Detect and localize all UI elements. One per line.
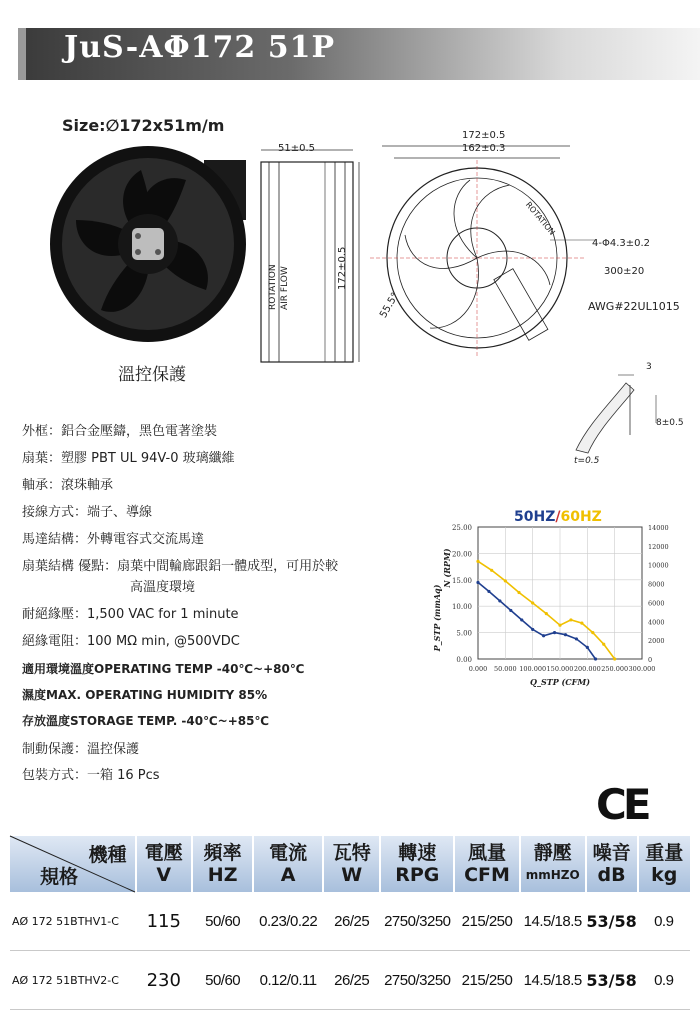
cell-watt: 26/25 bbox=[323, 951, 380, 1010]
spec-bearing: 軸承：滾珠軸承 bbox=[22, 478, 114, 493]
header-accent bbox=[18, 28, 26, 80]
table-row bbox=[10, 892, 690, 951]
wire-spec: AWG#22UL1015 bbox=[588, 300, 680, 313]
chart-point-60hz bbox=[490, 569, 493, 572]
chart-point-60hz bbox=[569, 618, 572, 621]
chart-point-50hz bbox=[520, 618, 523, 621]
cell-airflow: 215/250 bbox=[454, 892, 520, 951]
chart-y2-tick: 0 bbox=[648, 656, 653, 664]
spec-operating-temp: 適用環境溫度OPERATING TEMP -40℃~+80℃ bbox=[22, 662, 305, 676]
cell-weight: 0.9 bbox=[638, 951, 690, 1010]
temp-control-caption: 溫控保護 bbox=[118, 365, 186, 385]
chart-point-60hz bbox=[558, 624, 561, 627]
chart-x-tick: 50.000 bbox=[493, 665, 517, 673]
chart-point-60hz bbox=[531, 601, 534, 604]
spec-connection: 接線方式：端子、導線 bbox=[22, 505, 153, 520]
chart-point-50hz bbox=[487, 590, 490, 593]
front-outer-dim: 172±0.5 bbox=[462, 130, 506, 141]
cell-current: 0.23/0.22 bbox=[253, 892, 323, 951]
cell-watt: 26/25 bbox=[323, 892, 380, 951]
header-airflow: 風量 CFM bbox=[454, 836, 520, 892]
chart-point-60hz bbox=[591, 631, 594, 634]
spec-motor: 馬達結構：外轉電容式交流馬達 bbox=[22, 532, 205, 547]
cell-voltage: 230 bbox=[136, 951, 192, 1010]
chart-point-50hz bbox=[575, 637, 578, 640]
side-height-dim: 172±0.5 bbox=[337, 246, 348, 290]
spec-structure-cont: 高溫度環境 bbox=[130, 580, 196, 595]
ce-mark: CE bbox=[596, 780, 648, 829]
chart-title-60hz: 60HZ bbox=[560, 509, 602, 525]
chart-x-tick: 250.000 bbox=[601, 665, 629, 673]
chart-point-60hz bbox=[613, 657, 616, 660]
cell-weight: 0.9 bbox=[638, 892, 690, 951]
chart-point-50hz bbox=[476, 581, 479, 584]
cell-speed: 2750/3250 bbox=[380, 951, 454, 1010]
spec-dielectric: 耐絕緣壓：1,500 VAC for 1 minute bbox=[22, 607, 239, 622]
chart-point-50hz bbox=[564, 633, 567, 636]
size-label: Size:∅172x51m/m bbox=[62, 116, 225, 135]
header-pressure: 靜壓 mmHZO bbox=[520, 836, 586, 892]
lead-length-dim: 300±20 bbox=[604, 266, 645, 277]
header-weight: 重量 kg bbox=[638, 836, 690, 892]
chart-x-label: Q_STP (CFM) bbox=[530, 677, 590, 687]
header-watt: 瓦特 W bbox=[323, 836, 380, 892]
front-rotation-label: ROTATION bbox=[523, 200, 557, 237]
chart-x-tick: 0.000 bbox=[468, 665, 488, 673]
fan-photo bbox=[46, 140, 256, 350]
cell-pressure: 14.5/18.5 bbox=[520, 892, 586, 951]
front-view-drawing bbox=[370, 140, 600, 370]
chart-point-50hz bbox=[509, 609, 512, 612]
chart-title-50hz: 50HZ bbox=[514, 509, 556, 525]
airflow-label: AIR FLOW bbox=[280, 266, 290, 310]
chart-x-tick: 100.000 bbox=[519, 665, 547, 673]
front-inner-dim: 162±0.3 bbox=[462, 143, 506, 154]
chart-x-tick: 150.000 bbox=[546, 665, 574, 673]
chart-y2-label: N (RPM) bbox=[442, 548, 452, 588]
header-voltage: 電壓 V bbox=[136, 836, 192, 892]
chart-point-60hz bbox=[476, 560, 479, 563]
chart-point-60hz bbox=[602, 643, 605, 646]
chart-y-tick: 25.00 bbox=[451, 524, 472, 532]
header-speed: 轉速 RPG bbox=[380, 836, 454, 892]
chart-title-sep: / bbox=[555, 509, 561, 525]
chart-y2-tick: 10000 bbox=[648, 561, 669, 570]
header-model-top: 機種 bbox=[88, 844, 127, 866]
blade-detail-drawing bbox=[568, 355, 688, 465]
chart-y2-tick: 14000 bbox=[648, 524, 669, 532]
chart-point-60hz bbox=[517, 591, 520, 594]
pq-curve-chart bbox=[418, 505, 690, 687]
table-header-row bbox=[10, 836, 690, 892]
chart-point-60hz bbox=[580, 621, 583, 624]
hole-dim: 4-Φ4.3±0.2 bbox=[592, 238, 651, 249]
chart-point-50hz bbox=[531, 628, 534, 631]
chart-y-tick: 5.00 bbox=[456, 629, 472, 638]
chart-y2-tick: 4000 bbox=[648, 618, 665, 627]
spec-packing: 包裝方式：一箱 16 Pcs bbox=[22, 768, 160, 783]
spec-table bbox=[10, 836, 690, 1010]
detail-8-dim: 8±0.5 bbox=[656, 418, 684, 428]
side-width-dim: 51±0.5 bbox=[278, 143, 316, 154]
chart-point-60hz bbox=[545, 612, 548, 615]
chart-point-50hz bbox=[542, 634, 545, 637]
angle-dim: 55.5° bbox=[378, 290, 402, 321]
spec-structure: 扇葉結構 優點：扇葉中間輪廊跟鋁一體成型，可用於較 bbox=[22, 559, 339, 574]
chart-point-50hz bbox=[498, 599, 501, 602]
spec-insulation: 絕緣電阻：100 MΩ min, @500VDC bbox=[22, 634, 240, 649]
fan-hub-label bbox=[132, 228, 164, 260]
cell-model: AØ 172 51BTHV1-C bbox=[10, 892, 136, 951]
chart-y-label: P_STP (mmAq) bbox=[432, 584, 442, 652]
cell-speed: 2750/3250 bbox=[380, 892, 454, 951]
chart-y-tick: 20.00 bbox=[451, 550, 472, 559]
cell-frequency: 50/60 bbox=[192, 951, 253, 1010]
page-title: JuS-AΦ172 51P bbox=[64, 30, 336, 65]
chart-y2-tick: 8000 bbox=[648, 580, 665, 589]
chart-y2-tick: 2000 bbox=[648, 637, 665, 646]
chart-x-tick: 200.000 bbox=[573, 665, 601, 673]
header-noise: 噪音 dB bbox=[586, 836, 638, 892]
cell-current: 0.12/0.11 bbox=[253, 951, 323, 1010]
chart-point-60hz bbox=[504, 579, 507, 582]
chart-point-50hz bbox=[594, 657, 597, 660]
cell-model: AØ 172 51BTHV2-C bbox=[10, 951, 136, 1010]
cell-airflow: 215/250 bbox=[454, 951, 520, 1010]
cell-frequency: 50/60 bbox=[192, 892, 253, 951]
chart-x-tick: 300.000 bbox=[628, 665, 656, 673]
side-view-drawing bbox=[255, 138, 365, 368]
spec-storage-temp: 存放溫度STORAGE TEMP. -40℃~+85℃ bbox=[22, 714, 269, 728]
cell-voltage: 115 bbox=[136, 892, 192, 951]
rotation-label: ROTATION bbox=[268, 264, 278, 310]
header-model-bottom: 規格 bbox=[40, 866, 79, 888]
chart-point-50hz bbox=[586, 646, 589, 649]
cell-noise: 53/58 bbox=[586, 892, 638, 951]
header-current: 電流 A bbox=[253, 836, 323, 892]
spec-protection: 制動保護：溫控保護 bbox=[22, 742, 140, 757]
table-row bbox=[10, 951, 690, 1010]
spec-blade: 扇葉：塑膠 PBT UL 94V-0 玻璃纖維 bbox=[22, 451, 235, 466]
chart-y2-tick: 12000 bbox=[648, 542, 669, 551]
header-model bbox=[10, 836, 136, 892]
cell-noise: 53/58 bbox=[586, 951, 638, 1010]
chart-y-tick: 15.00 bbox=[451, 576, 472, 585]
header-frequency: 頻率 HZ bbox=[192, 836, 253, 892]
detail-3-dim: 3 bbox=[646, 362, 652, 372]
spec-frame: 外框：鋁合金壓鑄，黑色電著塗裝 bbox=[22, 424, 218, 439]
chart-point-50hz bbox=[553, 631, 556, 634]
chart-y-tick: 0.00 bbox=[456, 656, 472, 664]
chart-y2-tick: 6000 bbox=[648, 599, 665, 608]
detail-t-dim: t=0.5 bbox=[574, 456, 600, 466]
cell-pressure: 14.5/18.5 bbox=[520, 951, 586, 1010]
spec-humidity: 濕度MAX. OPERATING HUMIDITY 85% bbox=[22, 688, 268, 702]
chart-y-tick: 10.00 bbox=[451, 603, 472, 612]
